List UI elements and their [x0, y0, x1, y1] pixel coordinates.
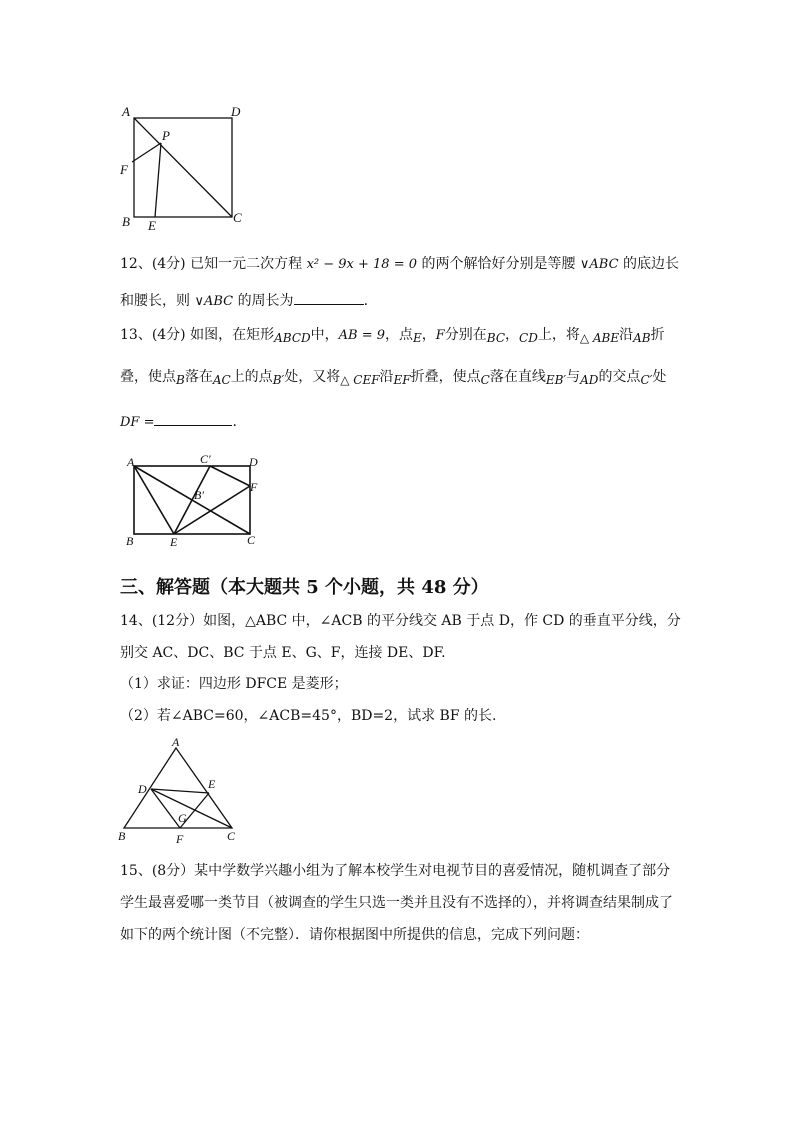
segment-dc: [151, 789, 232, 828]
question-13-line-1: [120, 325, 680, 346]
q12-text-b: 的两个解恰好分别是等腰: [421, 256, 576, 272]
label-b: B: [122, 214, 130, 229]
q13-line-1-text: [190, 327, 665, 343]
q13-line2-run: 叠，使点: [120, 369, 176, 385]
label-f: F: [120, 162, 128, 177]
q12-text-a: 已知一元二次方程: [190, 256, 303, 272]
q13-line1-run: 上，将: [537, 327, 580, 343]
label-b: B: [118, 829, 126, 843]
q13-line1-run: E: [413, 331, 422, 345]
q13-line1-run: 分别在: [444, 327, 487, 343]
q14-part-1: （1）求证：四边形 DFCE 是菱形；: [120, 676, 348, 692]
segment-pe: [155, 143, 161, 217]
q13-line2-run: B: [176, 373, 185, 387]
label-g: G: [178, 811, 187, 825]
label-c: C: [247, 533, 256, 547]
segment-de: [151, 789, 209, 793]
q14-line-2: 别交 AC、DC、BC 于点 E、G、F，连接 DE、DF.: [120, 645, 446, 661]
label-e: E: [148, 218, 156, 233]
label-b-prime: B′: [194, 488, 204, 502]
question-12-line-1: [120, 254, 680, 275]
q13-line2-run: 的交点: [598, 369, 641, 385]
q13-line2-run: 上的点: [230, 369, 273, 385]
q13-line1-run: BC: [486, 331, 506, 345]
label-f: F: [176, 832, 184, 846]
question-13-line-2: [120, 367, 680, 387]
q13-line1-run: 中，: [310, 327, 339, 343]
segment-fp: [132, 143, 161, 162]
q13-line-2-text: [120, 369, 666, 385]
q12-triangle: ∨ABC: [579, 257, 619, 272]
label-e: E: [170, 535, 178, 549]
q13-df-label: DF =: [120, 415, 155, 430]
figure-triangle-rhombus: [112, 736, 242, 848]
segment-c1f: [210, 466, 250, 486]
label-f: F: [250, 480, 258, 494]
q13-line2-run: C: [480, 373, 490, 387]
label-d: D: [231, 104, 241, 119]
label-d: D: [249, 455, 258, 469]
q13-line2-run: C′: [640, 373, 653, 387]
q12-text-d: 和腰长，则: [120, 293, 190, 309]
label-a: A: [172, 736, 180, 749]
q15-line-3: 如下的两个统计图（不完整）．请你根据图中所提供的信息，完成下列问题：: [120, 927, 589, 943]
section-3-title: 三、解答题（本大题共 5 个小题，共 48 分）: [120, 577, 489, 598]
label-p: P: [162, 128, 170, 143]
q12-text-c: 的底边长: [623, 256, 680, 272]
q13-end: .: [232, 414, 237, 430]
q14-line-1: 14、(12分）如图，△ABC 中，∠ACB 的平分线交 AB 于点 D，作 CD 的垂直平分线，分: [120, 613, 681, 629]
q12-text-e: 的周长为: [237, 293, 294, 309]
q13-line2-run: AC: [212, 373, 231, 387]
label-a: A: [127, 455, 135, 469]
q12-equation: x² − 9x + 18 = 0: [306, 257, 417, 272]
label-b: B: [126, 534, 134, 548]
q13-line1-run: CD: [519, 331, 538, 345]
q13-line2-run: 处，又将: [284, 369, 341, 385]
label-d: D: [138, 782, 147, 796]
q13-line1-run: ，: [505, 327, 520, 343]
q13-line2-run: 落在直线: [489, 369, 546, 385]
q13-line1-run: ，: [421, 327, 436, 343]
segment-ae: [134, 466, 174, 534]
q13-line1-run: AB: [633, 331, 651, 345]
q13-line2-run: 折叠，使点: [410, 369, 481, 385]
question-13-line-3: [120, 410, 680, 433]
q12-number: 12、(4分): [120, 256, 186, 272]
q13-line2-run: 落在: [184, 369, 213, 385]
q13-line2-run: AD: [580, 373, 599, 387]
q13-line1-run: AB = 9: [338, 328, 385, 343]
q13-line2-run: EB′: [545, 373, 567, 387]
segment-ec1: [174, 466, 210, 534]
label-c-prime: C′: [200, 452, 211, 466]
q12-end: .: [363, 293, 369, 309]
label-c: C: [227, 829, 236, 843]
q15-line-1: 15、(8分）某中学数学兴趣小组为了解本校学生对电视节目的喜爱情况，随机调查了部分: [120, 863, 671, 879]
q13-line2-run: 与: [566, 369, 581, 385]
q13-line1-run: ABCD: [274, 331, 311, 345]
q13-line1-run: △ ABE: [579, 331, 620, 345]
q13-number: 13、(4分): [120, 327, 186, 343]
q15-line-2: 学生最喜爱哪一类节目（被调查的学生只选一类并且没有不选择的），并将调查结果制成了: [120, 895, 673, 911]
q13-line2-run: 沿: [379, 369, 394, 385]
diagonal-ac: [134, 118, 232, 217]
q13-line1-run: ，点: [385, 327, 413, 343]
figure-rectangle-fold: [118, 450, 268, 550]
figure-square-abcd: [110, 100, 260, 240]
q13-line2-run: EF: [393, 373, 411, 387]
q13-line1-run: 折: [650, 327, 665, 343]
label-e: E: [208, 777, 216, 791]
q13-line2-run: B′: [272, 373, 285, 387]
q12-triangle-2: ∨ABC: [194, 294, 234, 309]
label-a: A: [122, 104, 130, 119]
label-c: C: [233, 210, 242, 225]
q12-answer-blank[interactable]: [294, 289, 364, 305]
q13-answer-blank[interactable]: [154, 410, 232, 426]
q13-line1-run: F: [435, 328, 445, 343]
q13-line2-run: 处: [652, 369, 667, 385]
q13-line1-run: 沿: [619, 327, 634, 343]
q13-line1-run: 如图，在矩形: [190, 327, 275, 343]
question-12-line-2: [120, 289, 680, 312]
q13-line2-run: △ CEF: [340, 373, 380, 387]
segment-df: [151, 789, 180, 828]
q14-part-2: （2）若∠ABC=60，∠ACB=45°，BD=2，试求 BF 的长.: [120, 708, 497, 724]
